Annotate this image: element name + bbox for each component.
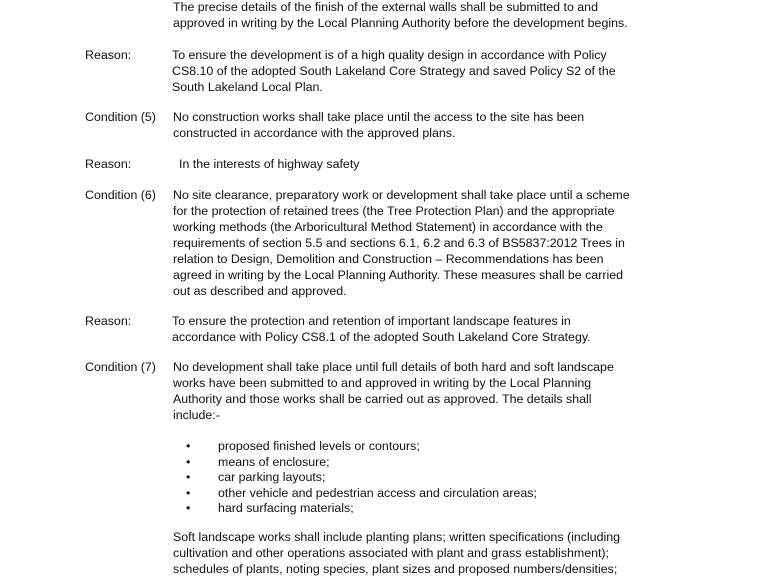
condition-text xyxy=(173,359,673,423)
text-line: To ensure the protection and retention of important landscape features in xyxy=(172,314,571,328)
reason-label: Reason: xyxy=(85,48,132,62)
bullet-icon: • xyxy=(186,501,191,516)
intro-text xyxy=(173,0,673,31)
list-item-text: other vehicle and pedestrian access and circulation areas; xyxy=(218,485,537,500)
text-line: requirements of section 5.5 and sections 6.1, 6.2 and 6.3 of BS5837:2012 Trees in xyxy=(173,236,625,250)
reason-text xyxy=(172,313,672,345)
bullet-icon: • xyxy=(186,485,191,500)
text-line: cultivation and other operations associated with plant and grass establishment); xyxy=(173,546,609,560)
condition-text xyxy=(173,187,673,299)
text-line: approved in writing by the Local Planning Authority before the development begins. xyxy=(173,16,628,30)
text-line: out as described and approved. xyxy=(173,284,347,298)
list-item-text: hard surfacing materials; xyxy=(218,501,354,516)
text-line: No development shall take place until full details of both hard and soft landscape xyxy=(173,360,614,374)
text-line: South Lakeland Local Plan. xyxy=(172,80,323,94)
bullet-icon: • xyxy=(186,439,191,453)
text-line: The precise details of the finish of the external walls shall be submitted to and xyxy=(173,0,598,14)
text-line: CS8.10 of the adopted South Lakeland Core Strategy and saved Policy S2 of the xyxy=(172,64,616,78)
condition-label: Condition (7) xyxy=(85,360,156,374)
text-line: agreed in writing by the Local Planning Authority. These measures shall be carried xyxy=(173,268,623,282)
condition-label: Condition (5) xyxy=(85,110,156,124)
text-line: for the protection of retained trees (the Tree Protection Plan) and the appropriate xyxy=(173,204,615,218)
soft-landscape-text xyxy=(173,529,673,577)
condition-label: Condition (6) xyxy=(85,188,156,202)
text-line: relation to Design, Demolition and Construction – Recommendations has been xyxy=(173,252,604,266)
text-line: works have been submitted to and approved in writing by the Local Planning xyxy=(173,376,592,390)
text-line: working methods (the Arboricultural Method Statement) in accordance with the xyxy=(173,220,603,234)
text-line: No site clearance, preparatory work or development shall take place until a scheme xyxy=(173,188,630,202)
list-item-text: proposed finished levels or contours; xyxy=(218,439,420,453)
text-line: constructed in accordance with the approved plans. xyxy=(173,126,456,140)
text-line: schedules of plants, noting species, plant sizes and proposed numbers/densities; xyxy=(173,562,618,576)
reason-text xyxy=(172,47,672,95)
text-line: In the interests of highway safety xyxy=(179,157,360,171)
bullet-icon: • xyxy=(186,470,191,485)
reason-text xyxy=(179,156,679,172)
text-line: No construction works shall take place until the access to the site has been xyxy=(173,110,585,124)
text-line: Authority and those works shall be carried out as approved. The details shall xyxy=(173,392,592,406)
bullet-icon: • xyxy=(186,454,191,469)
condition-text xyxy=(173,109,673,141)
list-item-text: means of enclosure; xyxy=(218,454,330,469)
reason-label: Reason: xyxy=(85,157,132,171)
text-line: include:- xyxy=(173,408,220,422)
reason-label: Reason: xyxy=(85,314,132,328)
text-line: Soft landscape works shall include planting plans; written specifications (including xyxy=(173,530,620,544)
list-item-text: car parking layouts; xyxy=(218,470,326,485)
text-line: accordance with Policy CS8.1 of the adopted South Lakeland Core Strategy. xyxy=(172,330,591,344)
text-line: To ensure the development is of a high quality design in accordance with Policy xyxy=(172,48,607,62)
